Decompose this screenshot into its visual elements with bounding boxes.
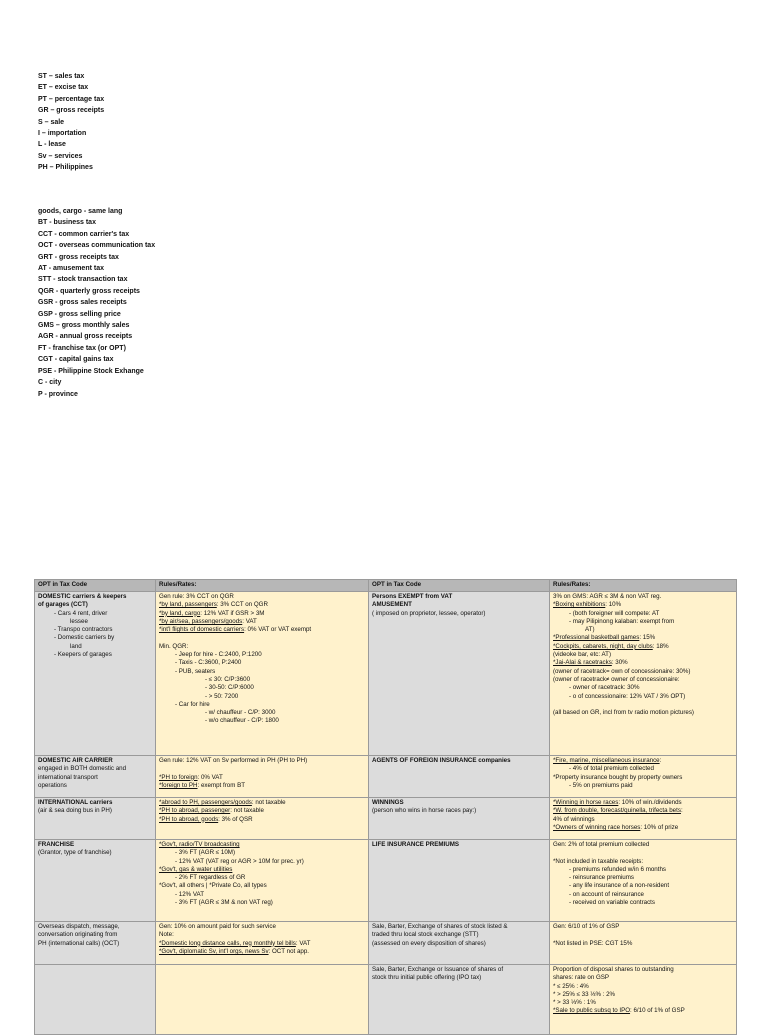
opt-tax-table [34, 579, 737, 1035]
cell-line: - Car for hire [175, 700, 210, 708]
table-cell [156, 840, 369, 922]
cell-line [159, 634, 365, 642]
table-cell [35, 592, 156, 756]
cell-line: stock thru initial public offering (IPO tax) [372, 974, 482, 982]
abbreviation-list-business-taxes [38, 206, 155, 400]
cell-line: - on account of reinsurance [569, 890, 644, 898]
cell-line [553, 659, 733, 667]
cell-line: Gen: 10% on amount paid for such service [159, 923, 276, 930]
term-value: : exempt from BT [197, 781, 245, 789]
cell-line: - o of concessionaire: 12% VAT / 3% OPT) [569, 692, 686, 700]
underlined-term: *W. from double, forecast/quinella, trifecta bets [553, 807, 681, 815]
abbreviation-item: GR – gross receipts [38, 107, 105, 115]
cell-line: shares: rate on GSP [553, 974, 610, 982]
table-cell [369, 756, 550, 798]
cell-line [159, 948, 365, 956]
abbreviation-item: Sv – services [38, 152, 83, 160]
cell-line [553, 634, 733, 642]
cell-line [553, 643, 733, 651]
cell-line: Min. QGR: [159, 642, 189, 650]
abbreviation-item: GSP - gross selling price [38, 310, 121, 318]
cell-line: - 4% of total premium collected [569, 765, 654, 773]
cell-line: - PUB, seaters [175, 667, 216, 675]
abbreviation-item: QGR - quarterly gross receipts [38, 287, 140, 295]
underlined-term: *PH to abroad, goods [159, 815, 219, 823]
abbreviation-item: FT - franchise tax (or OPT) [38, 344, 126, 352]
underlined-term: *Domestic long distance calls, reg monthly tel bills [159, 939, 296, 947]
cell-line: Gen rule: 3% CCT on QGR [159, 593, 234, 600]
term-value: : 6/10 of 1% of GSP [630, 1007, 685, 1015]
table-row [35, 840, 737, 922]
table-cell [156, 592, 369, 756]
underlined-term: *int'l flights of domestic carriers [159, 626, 245, 634]
term-value: : 3% CCT on QGR [216, 601, 268, 609]
cell-line: - Taxis - C:3600, P:2400 [175, 659, 242, 667]
cell-line [159, 940, 365, 948]
cell-line: 4% of winnings [553, 815, 595, 823]
cell-line: - premiums refunded w/in 6 months [569, 865, 666, 873]
cell-line [159, 799, 365, 807]
cell-line: Proportion of disposal shares to outstanding [553, 966, 674, 973]
cell-line [159, 782, 365, 790]
cell-line: engaged in BOTH domestic and [38, 765, 127, 773]
table-cell [369, 965, 550, 1035]
abbreviation-item: CGT - capital gains tax [38, 356, 114, 364]
cell-line: AGENTS OF FOREIGN INSURANCE companies [372, 757, 511, 764]
cell-line: (Grantor, type of franchise) [38, 849, 112, 857]
cell-line [553, 799, 733, 807]
abbreviation-item: ET – excise tax [38, 84, 89, 92]
cell-line [159, 618, 365, 626]
table-row [35, 922, 737, 965]
term-value: : 10% of win./dividends [618, 799, 682, 806]
cell-line: land [70, 642, 82, 650]
abbreviation-item: GMS – gross monthly sales [38, 322, 130, 330]
cell-line: (owner of racetrack≠ owner of concessionaire: [553, 675, 680, 683]
table-cell [550, 798, 737, 840]
cell-line [553, 701, 733, 709]
abbreviation-item: goods, cargo - same lang [38, 208, 123, 215]
term-value: : [680, 807, 683, 815]
cell-line [159, 610, 365, 618]
cell-line: WINNINGS [372, 799, 404, 806]
term-value: : not taxable [230, 807, 264, 815]
header-opt-left: OPT in Tax Code [35, 580, 156, 592]
cell-line: - w/o chauffeur - C/P: 1800 [205, 717, 279, 725]
cell-line: (person who wins in horse races pay:) [372, 807, 477, 815]
table-cell [550, 592, 737, 756]
cell-line: - > 50: 7200 [205, 692, 239, 700]
cell-line: *Gov't, gas & water utilities [159, 865, 233, 873]
cell-line [553, 849, 733, 857]
term-value: : [659, 757, 662, 764]
table-cell [156, 922, 369, 965]
table-cell [35, 965, 156, 1035]
table-cell [156, 965, 369, 1035]
cell-line: INTERNATIONAL carriers [38, 799, 113, 806]
cell-line: - 30-50: C/P:6000 [205, 684, 254, 692]
abbreviation-item: PT – percentage tax [38, 95, 105, 103]
cell-line: 3% on GMS: AGR ≤ 3M & non VAT reg. [553, 593, 662, 600]
cell-line [553, 757, 733, 765]
cell-line [553, 1007, 733, 1015]
table-cell [35, 756, 156, 798]
cell-line [159, 765, 365, 773]
underlined-term: *Fire, marine, miscellaneous insurance [553, 757, 660, 764]
abbreviation-item: L - lease [38, 141, 66, 149]
cell-line: (owner of racetrack= own of concessionaire: 30%) [553, 667, 691, 675]
table-cell [550, 756, 737, 798]
cell-line [159, 626, 365, 634]
underlined-term: *by air/sea, passengers/goods [159, 617, 243, 625]
underlined-term: *by land, passengers [159, 601, 217, 609]
cell-line: *Property insurance bought by property owners [553, 773, 683, 781]
cell-line: - 12% VAT (VAT reg or AGR > 10M for prec. yr) [175, 857, 304, 865]
cell-line: - 3% FT (AGR ≤ 10M) [175, 849, 236, 857]
table-cell [156, 756, 369, 798]
cell-line: AMUSEMENT [372, 601, 412, 609]
cell-line: Overseas dispatch, message, [38, 923, 120, 930]
table-cell [369, 592, 550, 756]
cell-line: (air & sea doing bus in PH) [38, 807, 112, 815]
term-value: : 30% [611, 659, 628, 667]
cell-line: *Gov't, all others | *Private Co, all types [159, 882, 267, 890]
cell-line: * > 33 ⅓% : 1% [553, 999, 596, 1007]
abbreviation-item: PH – Philippines [38, 164, 93, 172]
cell-line: - Transpo contractors [54, 626, 113, 634]
underlined-term: *Owners of winning race horses [553, 823, 641, 831]
cell-line: - received on variable contracts [569, 899, 655, 907]
abbreviation-item: S – sale [38, 118, 65, 126]
underlined-term: *foreign to PH [159, 781, 198, 789]
cell-line: * ≤ 25% : 4% [553, 982, 589, 990]
cell-line: operations [38, 781, 67, 789]
abbreviation-item: GRT - gross receipts tax [38, 253, 119, 261]
cell-line [159, 807, 365, 815]
abbreviation-item: AT - amusement tax [38, 265, 104, 273]
term-value: : 0% VAT or VAT exempt [244, 626, 312, 634]
underlined-term: *Boxing exhibitions [553, 601, 606, 609]
cell-line [553, 807, 733, 815]
underlined-term: *Sale to public subsq to IPO [553, 1007, 631, 1015]
term-value: : VAT [295, 939, 311, 947]
table-cell [369, 798, 550, 840]
abbreviation-item: C - city [38, 379, 62, 387]
cell-line: international transport [38, 773, 98, 781]
header-rules-right: Rules/Rates: [550, 580, 737, 592]
table-header-row [35, 580, 737, 592]
cell-line: - 3% FT (AGR ≤ 3M & non VAT reg) [175, 899, 273, 907]
table-cell [550, 922, 737, 965]
term-value: : VAT [242, 617, 257, 625]
cell-line: *Not listed in PSE: CGT 15% [553, 939, 633, 947]
term-value: : 0% VAT [197, 773, 223, 781]
cell-line: - owner of racetrack: 30% [569, 684, 640, 692]
cell-line: - Domestic carriers by [54, 634, 115, 642]
underlined-term: *Winning in horse races [553, 799, 619, 806]
cell-line [553, 931, 733, 939]
abbreviation-item: STT - stock transaction tax [38, 276, 128, 284]
cell-line: Persons EXEMPT from VAT [372, 593, 453, 600]
cell-line [159, 774, 365, 782]
underlined-term: *Professional basketball games [553, 634, 640, 642]
cell-line: Gen rule: 12% VAT on Sv performed in PH (PH to PH) [159, 757, 308, 764]
term-value: : OCT not app. [268, 947, 310, 955]
header-rules-left: Rules/Rates: [156, 580, 369, 592]
underlined-term: *by land, cargo [159, 609, 201, 617]
underlined-term: *PH to abroad, passenger [159, 807, 231, 815]
table-cell [369, 840, 550, 922]
table-row [35, 592, 737, 756]
cell-line [159, 601, 365, 609]
cell-line: - (both foreigner will compete: AT [569, 609, 660, 617]
abbreviation-item: CCT - common carrier's tax [38, 230, 130, 238]
table-cell [550, 840, 737, 922]
term-value: : 12% VAT if GSR > 3M [200, 609, 265, 617]
cell-line: - Jeep for hire - C:2400, P:1200 [175, 651, 262, 659]
cell-line: - ≤ 30: C/P:3600 [205, 675, 251, 683]
term-value: : 10% [605, 601, 622, 609]
cell-line: AT) [585, 626, 595, 634]
term-value: : 10% of prize [640, 823, 679, 831]
cell-line [553, 824, 733, 832]
cell-line: Gen: 6/10 of 1% of GSP [553, 923, 620, 930]
cell-line: traded thru local stock exchange (STT) [372, 931, 479, 939]
cell-line: Sale, Barter, Exchange or Issuance of shares of [372, 966, 504, 973]
table-cell [550, 965, 737, 1035]
cell-line: - 12% VAT [175, 890, 204, 898]
abbreviation-item: P - province [38, 390, 78, 398]
cell-line [553, 601, 733, 609]
term-value: : 18% [652, 642, 669, 650]
abbreviation-item: I – importation [38, 130, 87, 138]
underlined-term: *abroad to PH, passengers/goods [159, 799, 252, 806]
cell-line: - may Pilipinong kalaban: exempt from [569, 617, 675, 625]
abbreviation-item: OCT - overseas communication tax [38, 242, 156, 250]
cell-line: - Cars 4 rent, driver [54, 609, 108, 617]
underlined-term: *PH to foreign [159, 773, 198, 781]
cell-line: - reinsurance premiums [569, 874, 634, 882]
cell-line: - 5% on premiums paid [569, 781, 633, 789]
cell-line: conversation originating from [38, 931, 118, 939]
table-row [35, 965, 737, 1035]
abbreviation-list-basic [38, 71, 104, 174]
abbreviation-item: ST – sales tax [38, 73, 85, 80]
header-opt-right: OPT in Tax Code [369, 580, 550, 592]
cell-line: *Gov't, radio/TV broadcasting [159, 841, 240, 848]
table-cell [35, 798, 156, 840]
term-value: : 15% [639, 634, 656, 642]
cell-line: - any life insurance of a non-resident [569, 882, 670, 890]
underlined-term: *Cockpits, cabarets, night, day clubs [553, 642, 653, 650]
cell-line: of garages (CCT) [38, 601, 88, 609]
cell-line: Gen: 2% of total premium collected [553, 841, 650, 848]
table-cell [35, 840, 156, 922]
underlined-term: *Jai-Alai & racetracks [553, 659, 612, 667]
cell-line: - 2% FT regardless of GR [175, 874, 246, 882]
term-value: : 3% of QSR [218, 815, 253, 823]
cell-line: * > 25% ≤ 33 ⅓% : 2% [553, 990, 616, 998]
table-cell [35, 922, 156, 965]
cell-line: Note: [159, 931, 174, 939]
abbreviation-item: BT - business tax [38, 219, 96, 227]
cell-line: DOMESTIC AIR CARRIER [38, 757, 113, 764]
cell-line: Sale, Barter, Exchange of shares of stock listed & [372, 923, 508, 930]
cell-line: lessee [70, 617, 88, 625]
cell-line: (videoke bar, etc: AT) [553, 651, 612, 659]
cell-line: (assessed on every disposition of shares) [372, 939, 486, 947]
term-value: : not taxable [251, 799, 286, 806]
cell-line: DOMESTIC carriers & keepers [38, 593, 127, 600]
cell-line: *Not included in taxable receipts: [553, 857, 644, 865]
abbreviation-item: AGR - annual gross receipts [38, 333, 133, 341]
table-row [35, 756, 737, 798]
cell-line [159, 816, 365, 824]
cell-line: - Keepers of garages [54, 651, 112, 659]
abbreviation-item: GSR - gross sales receipts [38, 299, 127, 307]
cell-line: ( imposed on proprietor, lessee, operator) [372, 609, 486, 617]
table-cell [156, 798, 369, 840]
cell-line: FRANCHISE [38, 841, 75, 848]
cell-line: (all based on GR, incl from tv radio motion pictures) [553, 709, 694, 717]
cell-line: PH (international calls) (OCT) [38, 939, 120, 947]
table-row [35, 798, 737, 840]
underlined-term: *Gov't, diplomatic Sv, int'l orgs, news Sv [159, 947, 269, 955]
table-cell [369, 922, 550, 965]
cell-line: - w/ chauffeur - C/P: 3000 [205, 709, 276, 717]
abbreviation-item: PSE - Philippine Stock Exhange [38, 367, 144, 375]
cell-line: LIFE INSURANCE PREMIUMS [372, 841, 459, 848]
